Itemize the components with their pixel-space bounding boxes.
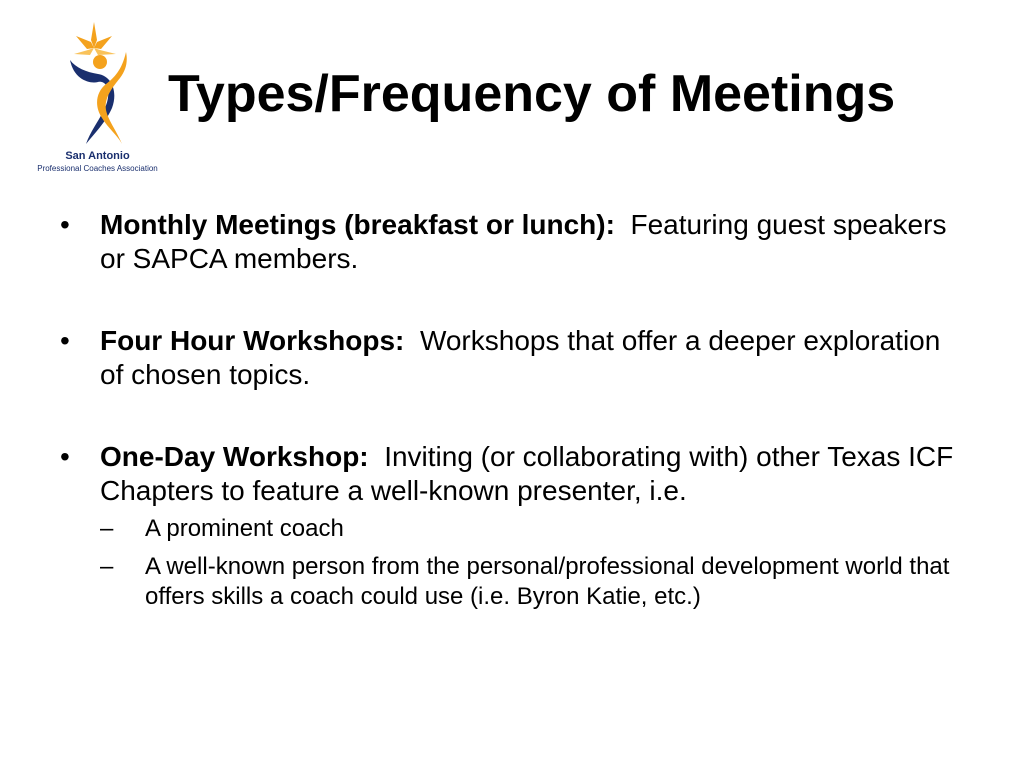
bullet-icon: • bbox=[60, 325, 70, 356]
sub-bullet-item bbox=[100, 514, 960, 544]
sapca-logo bbox=[30, 22, 165, 177]
logo-name: San Antonio bbox=[65, 150, 130, 162]
bullet-text: Inviting (or collaborating with) other Texas ICF Chapters to feature a well-known presenter, i.e. bbox=[100, 441, 954, 506]
bullet-heading: Monthly Meetings (breakfast or lunch): bbox=[100, 209, 615, 240]
bullet-text: Workshops that offer a deeper exploration of chosen topics. bbox=[100, 325, 941, 390]
bullet-icon: • bbox=[60, 209, 70, 240]
dash-icon: – bbox=[100, 553, 114, 580]
star-burst-icon bbox=[74, 22, 116, 55]
bullet-item bbox=[60, 208, 960, 276]
sub-bullet-list bbox=[100, 514, 960, 612]
logo-tagline: Professional Coaches Association bbox=[37, 164, 158, 173]
bullet-item bbox=[60, 324, 960, 392]
bullet-icon: • bbox=[60, 441, 70, 472]
bullet-text: Featuring guest speakers or SAPCA members. bbox=[100, 209, 947, 274]
bullet-heading: Four Hour Workshops: bbox=[100, 325, 405, 356]
dash-icon: – bbox=[100, 515, 114, 542]
bullet-heading: One-Day Workshop: bbox=[100, 441, 369, 472]
coach-figure-logo-icon bbox=[60, 22, 140, 147]
slide-title: Types/Frequency of Meetings bbox=[168, 65, 896, 123]
bullet-item bbox=[60, 440, 960, 612]
sub-bullet-item bbox=[100, 552, 960, 612]
bullet-list bbox=[60, 208, 960, 620]
sub-bullet-text: A prominent coach bbox=[145, 515, 344, 542]
sub-bullet-text: A well-known person from the personal/professional development world that offers skills a coach could use (i.e. Byron Katie, etc.) bbox=[145, 553, 950, 610]
